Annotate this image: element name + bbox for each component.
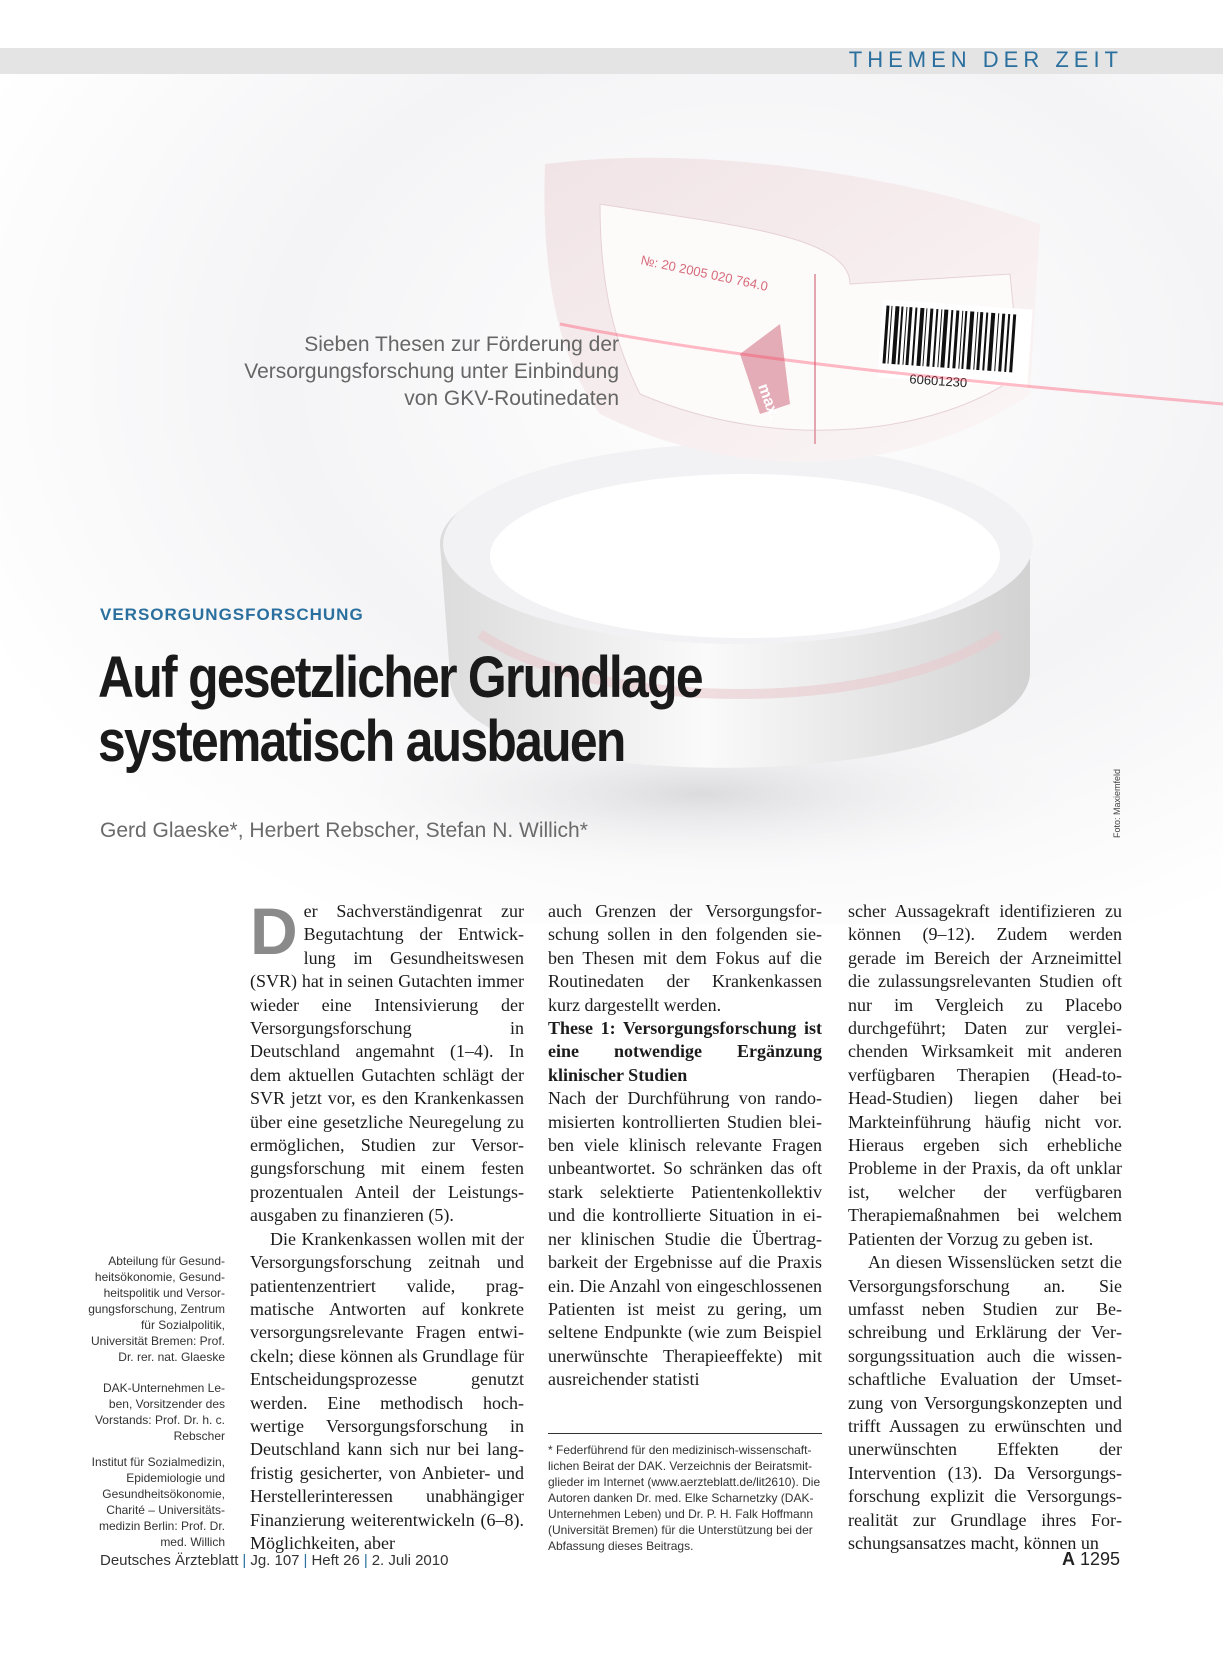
svg-text:max.: max. <box>754 381 783 422</box>
journal-name: Deutsches Ärzteblatt <box>100 1552 239 1569</box>
photo-credit: Foto: Maxiemfeld <box>1112 768 1122 838</box>
issue: Heft 26 <box>311 1552 360 1569</box>
subtitle-line: Versorgungsforschung unter Einbindung <box>244 360 619 383</box>
svg-text:60601230: 60601230 <box>908 371 968 391</box>
affiliation-glaeske: Abteilung für Gesundheitsökonomie, Gesundheitspolitik und Versorgungsforschung, Zentrum für Sozialpolitik, Universität Bremen: Prof. Dr. rer. nat. Glaeske <box>88 1254 225 1364</box>
body-column-3 <box>848 900 1122 1555</box>
paragraph: scher Aussagekraft identifizieren zu können (9–12). Zudem werden gerade im Bereich der Arzneimittel die zulassungsrelevanten Studien oft nur im Vergleich zu Placebo durchgeführt; Daten zur vergleichenden Wirksamkeit mit anderen verfügbaren Therapien (Head-to-Head-Studien) liegen daher bei Markteinführung häufig nicht vor. Hieraus ergeben sich erhebliche Probleme in der Praxis, da oft unklar ist, welcher der verfügbaren Therapiemaßnahmen bei welchem Patienten der Vorzug zu geben ist. <box>848 901 1122 1249</box>
body-column-2 <box>548 900 822 1392</box>
article-headline <box>98 646 717 774</box>
paragraph: An diesen Wissenslücken setzt die Versorgungsforschung an. Sie umfasst neben Studien zur Beschreibung und Erklärung der Versorgungssituation auch die wissenschaftliche Evaluation der Umsetzung von Versorgungskonzepten und trifft Aussagen zu erwünschten und unerwünschten Effekten der Intervention (13). Da Versorgungsforschung explizit die Versorgungsrealität zur Grundlage ihres Forschungsansatzes macht, können un <box>848 1252 1122 1553</box>
paragraph: Nach der Durchführung von randomisierten kontrollierten Studien bleiben viele klinisch relevante Fragen unbeantwortet. So schränken das oft stark selektierte Patientenkollektiv und die kontrollierte Situation in einer klinischen Studie die Übertragbarkeit der Ergebnisse auf die Praxis ein. Die Anzahl von eingeschlossenen Patienten ist meist zu gering, um seltene Endpunkte (wie zum Beispiel unerwünschte Therapieeffekte) mit ausreichender statisti <box>548 1088 822 1390</box>
footnote: * Federführend für den medizinisch-wissenschaftlichen Beirat der DAK. Verzeichnis der Beiratsmitglieder im Internet (www.aerzteblatt.de/lit2610). Die Autoren danken Dr. med. Elke Scharnetzky (DAK-Unternehmen Leben) und Dr. P. H. Falk Hoffmann (Universität Bremen) für die Unterstützung bei der Abfassung dieses Beitrags. <box>548 1433 822 1554</box>
paragraph: auch Grenzen der Versorgungsforschung sollen in den folgenden sieben Thesen mit dem Fokus auf die Routinedaten der Krankenkassen kurz dargestellt werden. <box>548 901 822 1015</box>
subtitle-line: Sieben Thesen zur Förderung der <box>304 333 619 356</box>
issue-date: 2. Juli 2010 <box>371 1552 449 1569</box>
body-column-1 <box>250 894 524 1555</box>
article-authors: Gerd Glaeske*, Herbert Rebscher, Stefan N. Willich* <box>100 819 588 842</box>
subtitle-line: von GKV-Routinedaten <box>404 387 619 410</box>
affiliation-willich: Institut für Sozialmedizin, Epidemiologie und Gesundheitsökonomie, Charité – Universitätsmedizin Berlin: Prof. Dr. med. Willich <box>91 1455 225 1549</box>
drop-cap: D <box>250 894 298 968</box>
paragraph: Die Krankenkassen wollen mit der Versorgungsforschung zeitnah und patientenzentriert valide, pragmatische Antworten auf konkrete versorgungsrelevante Fragen entwickeln; diese können als Grundlage für Entscheidungsprozesse genutzt werden. Eine methodisch hochwertige Versorgungsforschung in Deutschland kann sich nur bei langfristig gesicherter, von Anbieter- und Herstellerinteressen unabhängiger Finanzierung weiterentwickeln (6–8). Möglichkeiten, aber <box>250 1228 524 1553</box>
page-number <box>1062 1549 1120 1570</box>
headline-line: Auf gesetzlicher Grundlage <box>98 645 702 710</box>
page-footer <box>100 1552 448 1569</box>
thesis-heading: These 1: Versorgungsforschung ist eine notwendige Ergänzung klinischer Studien <box>548 1018 822 1085</box>
paragraph: er Sachverständigenrat zur Begutachtung der Entwicklung im Gesundheitswesen (SVR) hat in seinen Gutachten immer wieder eine Intensivierung der Versorgungsforschung in Deutschland angemahnt (1–4). In dem aktuellen Gutachten schlägt der SVR jetzt vor, es den Krankenkassen über eine gesetzliche Neuregelung zu ermöglichen, Studien zur Versorgungsforschung mit einem festen prozentualen Anteil der Leistungsausgaben zu finanzieren (5). <box>250 901 524 1226</box>
page-value: 1295 <box>1079 1549 1120 1569</box>
svg-text:№: 20 2005 020 764.0: №: 20 2005 020 764.0 <box>639 252 770 294</box>
section-label: THEMEN DER ZEIT <box>848 47 1123 72</box>
hospital-wristband-photo <box>0 74 1223 924</box>
article-kicker: VERSORGUNGSFORSCHUNG <box>100 605 364 624</box>
separator: | <box>242 1552 247 1569</box>
article-subtitle <box>139 331 619 412</box>
headline-line: systematisch ausbauen <box>98 709 625 774</box>
page-prefix: A <box>1061 1549 1075 1569</box>
separator: | <box>303 1552 308 1569</box>
separator: | <box>363 1552 368 1569</box>
affiliation-rebscher: DAK-Unternehmen Leben, Vorsitzender des Vorstands: Prof. Dr. h. c. Rebscher <box>94 1381 225 1443</box>
volume: Jg. 107 <box>250 1552 300 1569</box>
